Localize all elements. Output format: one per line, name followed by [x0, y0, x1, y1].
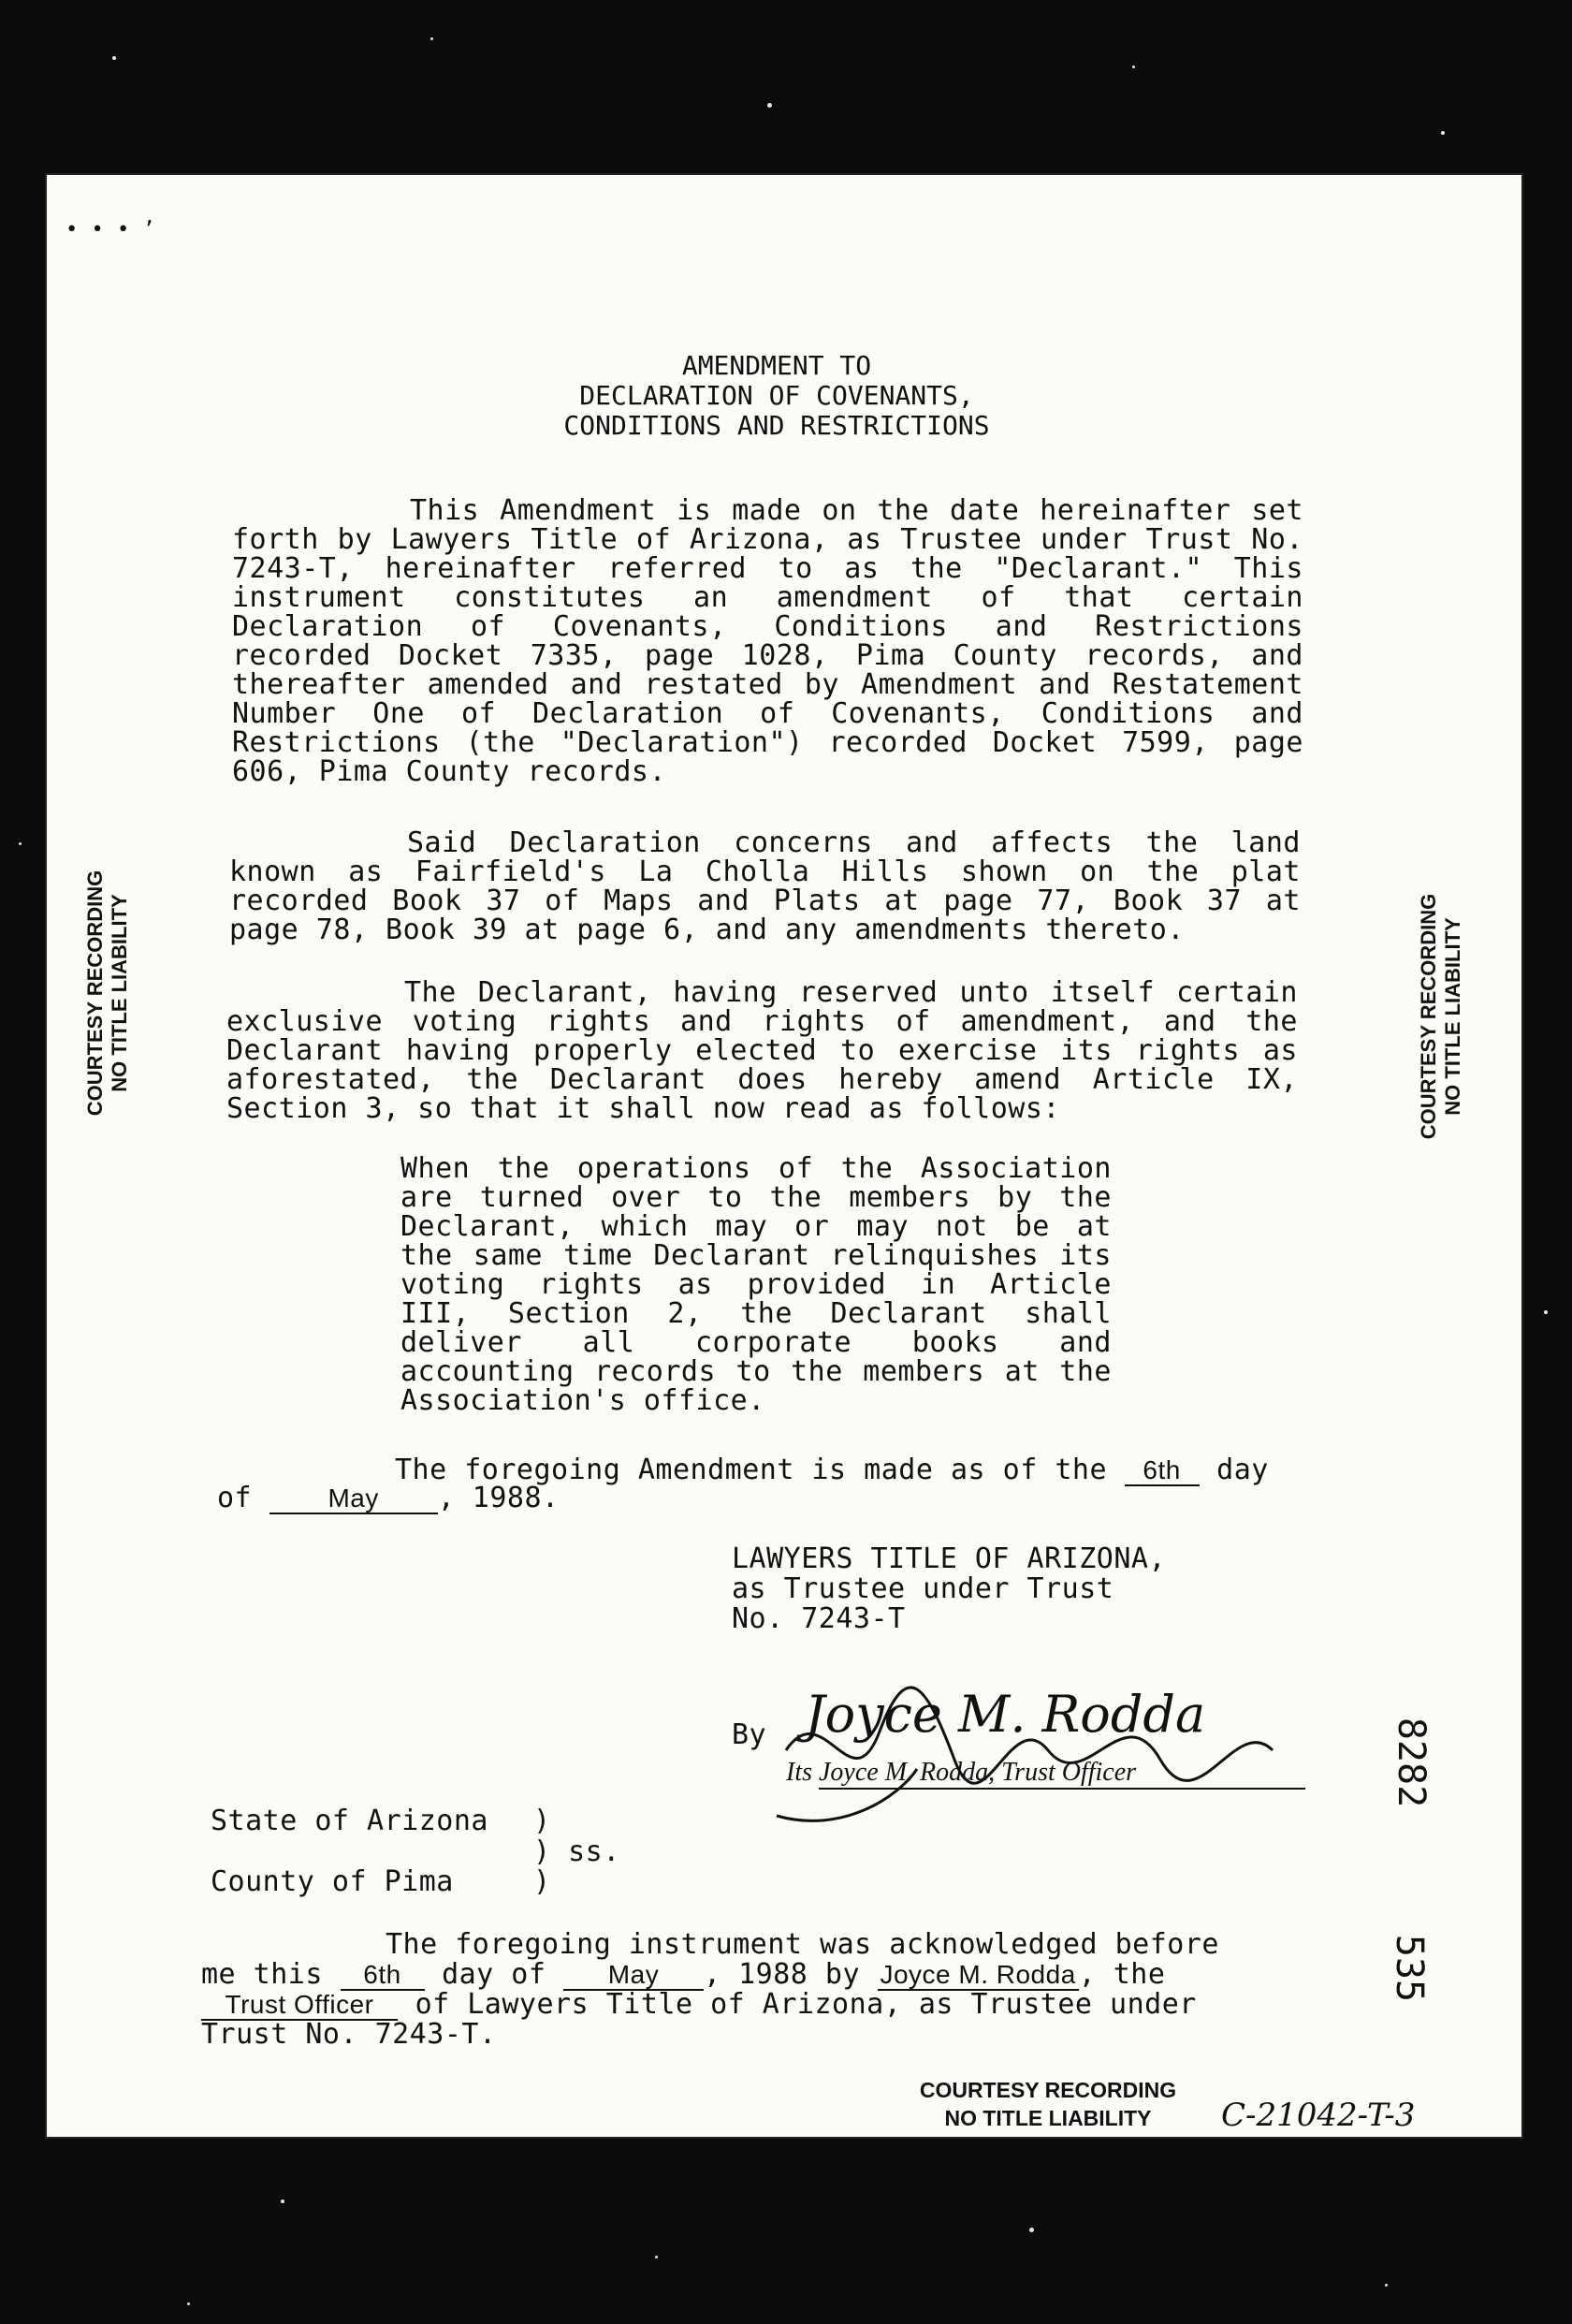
stamp-right-line-2: NO TITLE LIABILITY	[1441, 917, 1464, 1116]
venue-paren-1: )	[533, 1805, 551, 1837]
title-line-3: CONDITIONS AND RESTRICTIONS	[563, 410, 990, 441]
venue-county-text: County of Pima	[211, 1865, 454, 1898]
scan-speck	[112, 56, 116, 60]
foregoing-text-c: of	[217, 1482, 253, 1514]
signature-scribble	[767, 1675, 1291, 1834]
paragraph-3	[226, 978, 1298, 1123]
foregoing-text-b: day	[1216, 1454, 1269, 1486]
venue-ss: ) ss.	[533, 1835, 620, 1868]
foregoing-text-d: , 1988.	[437, 1482, 560, 1514]
header-marks: • • • ’	[66, 218, 156, 241]
trustee-line-1: LAWYERS TITLE OF ARIZONA,	[732, 1542, 1167, 1575]
ack-text-b: me this	[201, 1958, 323, 1991]
docket-number: 8282	[1390, 1717, 1434, 1808]
ack-month: May	[563, 1960, 704, 1991]
ack-line-3	[201, 1990, 1197, 2021]
foregoing-text-a: The foregoing Amendment is made as of the	[395, 1454, 1108, 1486]
handwritten-reference: C-21042-T-3	[1221, 2097, 1416, 2134]
scan-speck	[1385, 2284, 1388, 2287]
trustee-block	[732, 1544, 1166, 1634]
stamp-bottom-line-2: NO TITLE LIABILITY	[944, 2106, 1152, 2130]
venue-county	[211, 1867, 454, 1896]
paragraph-1	[232, 496, 1303, 786]
scan-speck	[430, 37, 433, 40]
foregoing-day: 6th	[1125, 1455, 1200, 1486]
ack-text-e: , the	[1078, 1958, 1166, 1991]
page-number: 535	[1388, 1934, 1432, 2003]
foregoing-line-2	[217, 1484, 560, 1514]
ack-text-f: of Lawyers Title of Arizona, as Trustee under	[415, 1988, 1197, 2021]
signature-title-row	[786, 1758, 1305, 1790]
stamp-right	[1417, 867, 1465, 1166]
stamp-bottom	[880, 2076, 1216, 2132]
stamp-bottom-line-1: COURTESY RECORDING	[919, 2078, 1177, 2102]
signature-by-label: By	[732, 1718, 767, 1751]
trustee-line-2: as Trustee under Trust	[732, 1572, 1114, 1605]
title-line-2: DECLARATION OF COVENANTS,	[579, 380, 974, 411]
ack-text-a: The foregoing instrument was acknowledged before	[386, 1928, 1219, 1961]
paragraph-2	[229, 828, 1301, 944]
scan-speck	[655, 2256, 658, 2258]
ack-day: 6th	[341, 1960, 425, 1991]
paragraph-3-text: The Declarant, having reserved unto itself certain exclusive voting rights and rights of amendment, and the Declarant having properly elected to exercise its rights as aforestated, the Declarant does hereby amend Article IX, Section 3, so that it shall now read as follows:	[226, 976, 1298, 1125]
ack-line-1	[386, 1930, 1219, 1959]
stamp-left	[83, 843, 132, 1143]
scan-speck	[1132, 66, 1135, 68]
scan-speck	[281, 2200, 284, 2203]
signature-handwritten: Joyce M. Rodda	[805, 1685, 1206, 1744]
ack-title: Trust Officer	[201, 1990, 398, 2021]
title-line-1: AMENDMENT TO	[681, 350, 872, 381]
trustee-line-3: No. 7243-T	[732, 1602, 906, 1635]
ack-text-c: day of	[442, 1958, 546, 1991]
ack-name: Joyce M. Rodda	[878, 1960, 1079, 1991]
ack-text-d: , 1988 by	[704, 1958, 861, 1991]
stamp-left-line-2: NO TITLE LIABILITY	[108, 894, 131, 1092]
ack-line-4: Trust No. 7243-T.	[201, 2018, 497, 2051]
scan-speck	[1441, 131, 1445, 135]
signature-its-label: Its	[786, 1758, 812, 1787]
paragraph-1-text: This Amendment is made on the date hereinafter set forth by Lawyers Title of Arizona, as Trustee under Trust No. 7243-T, hereinafter referred to as the "Declarant." This instrument constitutes an amendment of that certain Declaration of Covenants, Conditions and Restrictions recorded Docket 7335, page 1028, Pima County records, and thereafter amended and restated by Amendment and Restatement Number One of Declaration of Covenants, Conditions and Restrictions (the "Declaration") recorded Docket 7599, page 606, Pima County records.	[232, 494, 1303, 788]
scan-speck	[1029, 2228, 1034, 2232]
foregoing-month: May	[269, 1484, 438, 1514]
venue-state	[211, 1806, 488, 1835]
stamp-right-line-1: COURTESY RECORDING	[1417, 893, 1440, 1140]
signature-signer-title: Joyce M. Rodda, Trust Officer	[819, 1758, 1305, 1790]
document-title	[487, 351, 1067, 441]
venue-paren-3: )	[533, 1865, 551, 1898]
venue-state-text: State of Arizona	[211, 1805, 488, 1837]
scan-speck	[19, 842, 22, 845]
scan-speck	[767, 103, 772, 108]
amended-section-quote: When the operations of the Association are turned over to the members by the Declarant, which may or may not be at the same time Declarant relinquishes its voting rights as provided in Article III, Section 2, the Declarant shall deliver all corporate books and accounting records to the members at the Association's office.	[400, 1152, 1112, 1417]
scan-speck	[1544, 1310, 1548, 1314]
scan-speck	[187, 2302, 190, 2305]
stamp-left-line-1: COURTESY RECORDING	[83, 870, 107, 1117]
paragraph-2-text: Said Declaration concerns and affects the land known as Fairfield's La Cholla Hills shown on the plat recorded Book 37 of Maps and Plats at page 77, Book 37 at page 78, Book 39 at page 6, and any amendments thereto.	[229, 826, 1301, 946]
ack-line-2	[201, 1960, 1165, 1991]
